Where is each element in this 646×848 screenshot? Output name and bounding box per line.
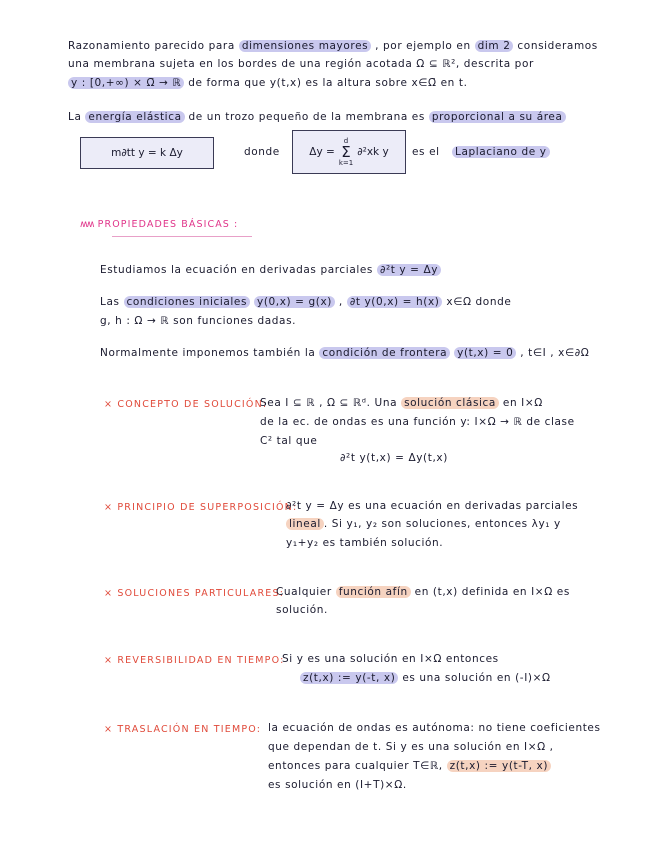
highlight: condiciones iniciales xyxy=(124,296,251,308)
reversibilidad-title: × REVERSIBILIDAD EN TIEMPO: xyxy=(104,655,285,666)
energy-line xyxy=(68,111,566,123)
text: Razonamiento parecido para xyxy=(68,40,239,52)
text: , por ejemplo en xyxy=(371,40,475,52)
highlight: solución clásica xyxy=(401,397,499,409)
traslacion-line-2: que dependan de t. Si y es una solución en I×Ω , xyxy=(268,741,554,753)
es-el-label: es el xyxy=(412,146,440,158)
concepto-line-1 xyxy=(260,397,543,409)
superposicion-title: × PRINCIPIO DE SUPERPOSICIÓN: xyxy=(104,502,298,513)
sum-lower: k=1 xyxy=(338,159,354,167)
particulares-title: × SOLUCIONES PARTICULARES: xyxy=(104,588,285,599)
text: Las xyxy=(100,296,124,308)
wavy-decoration: ʍʍ xyxy=(80,219,94,230)
superposicion-line-2 xyxy=(286,518,561,530)
heading-underline xyxy=(112,236,252,237)
highlight: y(0,x) = g(x) xyxy=(254,296,335,308)
traslacion-title: × TRASLACIÓN EN TIEMPO: xyxy=(104,724,262,735)
text: en (t,x) definida en I×Ω es xyxy=(410,586,570,598)
frontera-line xyxy=(100,347,589,359)
traslacion-line-3 xyxy=(268,760,551,772)
particulares-line-2: solución. xyxy=(276,604,328,616)
highlight: condición de frontera xyxy=(319,347,450,359)
text: entonces para cualquier T∈ℝ, xyxy=(268,760,447,772)
highlight: ∂t y(0,x) = h(x) xyxy=(347,296,443,308)
text: Estudiamos la ecuación en derivadas parciales xyxy=(100,264,377,276)
concepto-line-3: C² tal que xyxy=(260,435,318,447)
donde-label: donde xyxy=(244,146,280,158)
propiedades-title: PROPIEDADES BÁSICAS : xyxy=(97,219,239,230)
highlight: dimensiones mayores xyxy=(239,40,371,52)
highlight: z(t,x) := y(t-T, x) xyxy=(447,760,551,772)
highlight: y : [0,+∞) × Ω̄ → ℝ xyxy=(68,77,184,89)
highlight: ∂²t y = Δy xyxy=(377,264,441,276)
sum-symbol: Σ xyxy=(341,143,351,161)
text: , xyxy=(334,296,347,308)
condiciones-line-2: g, h : Ω → ℝ son funciones dadas. xyxy=(100,315,297,327)
concepto-title: × CONCEPTO DE SOLUCIÓN: xyxy=(104,399,268,410)
estudiamos-line xyxy=(100,264,441,276)
laplacian-box xyxy=(292,130,406,174)
intro-line-1 xyxy=(68,40,598,52)
reversibilidad-line-1: Si y es una solución en I×Ω entonces xyxy=(282,653,499,665)
highlight: proporcional a su área xyxy=(429,111,566,123)
sum-upper: d xyxy=(343,137,349,145)
wave-equation-box xyxy=(80,137,214,169)
text: en I×Ω xyxy=(498,397,543,409)
wave-equation: m∂tt y = k Δy xyxy=(111,147,183,159)
laplacian-rhs: ∂²xk y xyxy=(357,146,389,158)
highlight: energía elástica xyxy=(85,111,184,123)
text: Cualquier xyxy=(276,586,336,598)
text: es una solución en (-I)×Ω xyxy=(398,672,551,684)
text: La xyxy=(68,111,86,123)
concepto-line-2: de la ec. de ondas es una función y: I×Ω → ℝ de clase xyxy=(260,416,575,428)
highlight: Laplaciano de y xyxy=(452,146,550,158)
text: de forma que y(t,x) es la altura sobre x∈Ω̄ en t. xyxy=(184,77,468,89)
highlight: lineal xyxy=(286,518,324,530)
text: Sea I ⊆ ℝ , Ω ⊆ ℝᵈ. Una xyxy=(260,397,402,409)
text: de un trozo pequeño de la membrana es xyxy=(184,111,429,123)
summation xyxy=(339,137,353,167)
text: , t∈I , x∈∂Ω xyxy=(516,347,590,359)
highlight: y(t,x) = 0 xyxy=(454,347,516,359)
traslacion-line-4: es solución en (I+T)×Ω. xyxy=(268,779,407,791)
concepto-equation: ∂²t y(t,x) = Δy(t,x) xyxy=(340,452,448,464)
condiciones-line-1 xyxy=(100,296,511,308)
superposicion-line-3: y₁+y₂ es también solución. xyxy=(286,537,444,549)
intro-line-3 xyxy=(68,77,468,89)
particulares-line-1 xyxy=(276,586,570,598)
traslacion-line-1: la ecuación de ondas es autónoma: no tiene coeficientes xyxy=(268,722,601,734)
propiedades-heading xyxy=(80,219,238,230)
highlight: z(t,x) := y(-t, x) xyxy=(300,672,398,684)
superposicion-line-1: ∂²t y = Δy es una ecuación en derivadas parciales xyxy=(286,500,579,512)
highlight: dim 2 xyxy=(475,40,514,52)
laplacian-lhs: Δy = xyxy=(309,146,335,158)
highlight: función afín xyxy=(336,586,411,598)
text: Normalmente imponemos también la xyxy=(100,347,320,359)
text: x∈Ω donde xyxy=(442,296,512,308)
laplaciano-label xyxy=(452,146,550,158)
reversibilidad-line-2 xyxy=(300,672,551,684)
text: consideramos xyxy=(513,40,598,52)
text: . Si y₁, y₂ son soluciones, entonces λy₁ y xyxy=(323,518,561,530)
intro-line-2: una membrana sujeta en los bordes de una región acotada Ω ⊆ ℝ², descrita por xyxy=(68,58,534,70)
